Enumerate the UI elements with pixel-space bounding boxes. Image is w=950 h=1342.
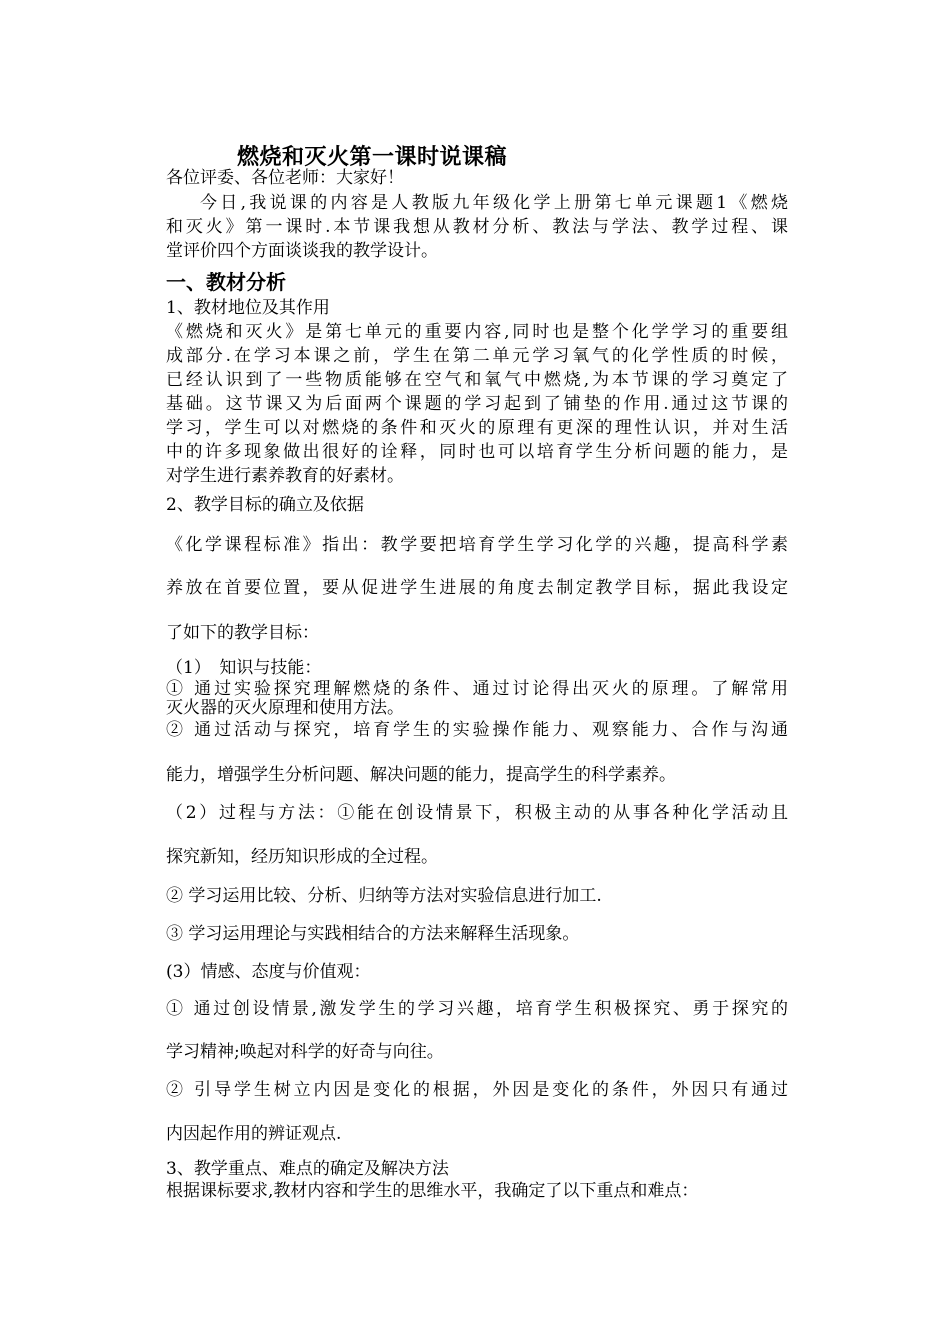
goal3-line-1: ① 通过创设情景,激发学生的学习兴趣，培育学生积极探究、勇于探究的 <box>166 999 788 1019</box>
sub1-line-1: 《燃烧和灭火》是第七单元的重要内容,同时也是整个化学学习的重要组 <box>166 322 788 342</box>
goal3-line-4: 内因起作用的辨证观点. <box>166 1124 342 1144</box>
sub2-line-1: 《化学课程标准》指出：教学要把培育学生学习化学的兴趣，提高科学素 <box>166 535 788 555</box>
greeting: 各位评委、各位老师：大家好！ <box>166 168 404 188</box>
sub1-line-3: 已经认识到了一些物质能够在空气和氧气中燃烧,为本节课的学习奠定了 <box>166 370 788 390</box>
subheading-1: 1、教材地位及其作用 <box>166 298 330 318</box>
sub1-line-5: 学习，学生可以对燃烧的条件和灭火的原理有更深的理性认识，并对生活 <box>166 418 788 438</box>
sub1-line-2: 成部分.在学习本课之前，学生在第二单元学习氧气的化学性质的时候， <box>166 346 788 366</box>
document-title: 燃烧和灭火第一课时说课稿 <box>237 144 508 170</box>
intro-line-3: 堂评价四个方面谈谈我的教学设计。 <box>166 241 438 261</box>
subheading-3: 3、教学重点、难点的确定及解决方法 <box>166 1159 449 1179</box>
goal1-line-4: 能力，增强学生分析问题、解决问题的能力，提高学生的科学素养。 <box>166 765 676 785</box>
intro-line-1: 今日,我说课的内容是人教版九年级化学上册第七单元课题1《燃烧 <box>200 193 788 213</box>
goal3-heading: (3）情感、态度与价值观： <box>166 962 371 982</box>
sub2-line-3: 了如下的教学目标： <box>166 623 319 643</box>
sub1-line-4: 基础。这节课又为后面两个课题的学习起到了铺垫的作用.通过这节课的 <box>166 394 788 414</box>
subheading-2: 2、教学目标的确立及依据 <box>166 495 364 515</box>
goal2-line-1: （2）过程与方法：①能在创设情景下，积极主动的从事各种化学活动且 <box>166 803 788 823</box>
sub3-line-1: 根据课标要求,教材内容和学生的思维水平，我确定了以下重点和难点： <box>166 1181 699 1201</box>
goal3-line-3: ② 引导学生树立内因是变化的根据，外因是变化的条件，外因只有通过 <box>166 1080 788 1100</box>
goal2-line-4: ③ 学习运用理论与实践相结合的方法来解释生活现象。 <box>166 924 580 944</box>
goal2-line-2: 探究新知，经历知识形成的全过程。 <box>166 847 438 867</box>
intro-line-2: 和灭火》第一课时.本节课我想从教材分析、教法与学法、教学过程、课 <box>166 217 788 237</box>
goal1-heading: （1） 知识与技能： <box>166 658 322 678</box>
goal1-line-3: ② 通过活动与探究，培育学生的实验操作能力、观察能力、合作与沟通 <box>166 720 788 740</box>
goal1-line-1: ① 通过实验探究理解燃烧的条件、通过讨论得出灭火的原理。了解常用 <box>166 679 788 699</box>
sub1-line-6: 中的许多现象做出很好的诠释，同时也可以培育学生分析问题的能力，是 <box>166 442 788 462</box>
goal2-line-3: ② 学习运用比较、分析、归纳等方法对实验信息进行加工. <box>166 886 602 906</box>
section-heading-textbook-analysis: 一、教材分析 <box>166 270 286 294</box>
goal3-line-2: 学习精神;唤起对科学的好奇与向往。 <box>166 1042 444 1062</box>
sub1-line-7: 对学生进行素养教育的好素材。 <box>166 466 404 486</box>
sub2-line-2: 养放在首要位置，要从促进学生进展的角度去制定教学目标，据此我设定 <box>166 578 788 598</box>
goal1-line-2: 灭火器的灭火原理和使用方法。 <box>166 698 404 718</box>
